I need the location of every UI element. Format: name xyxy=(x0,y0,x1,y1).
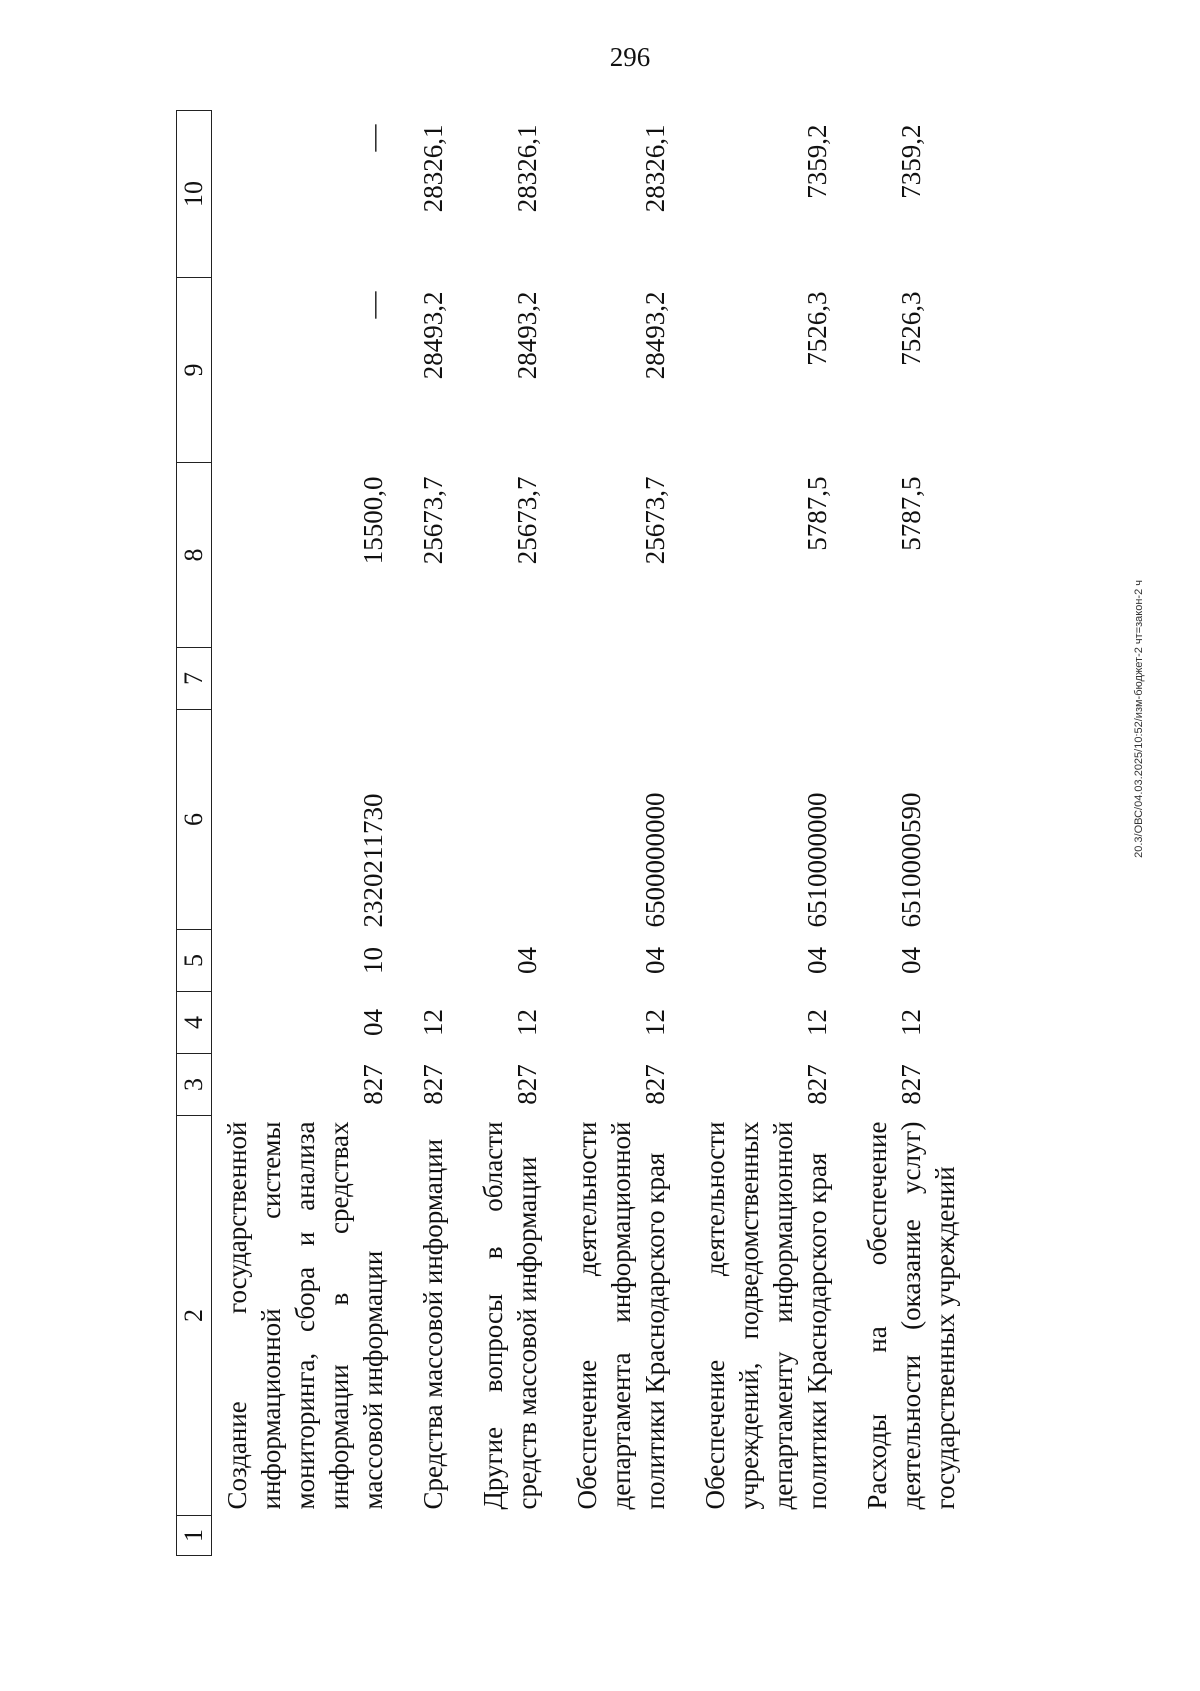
cell-description: Создание государственной информационной системы мониторинга, сбора и анализа информации в средствах массовой информации xyxy=(222,1121,388,1510)
cell-description: Расходы на обеспечение деятельности (оказание услуг) государственных учреждений xyxy=(862,1121,960,1510)
header-col-3: 3 xyxy=(177,1054,212,1116)
cell-col9: 28493,2 xyxy=(512,291,542,380)
cell-col6: 2320211730 xyxy=(358,793,388,928)
cell-col9: 28493,2 xyxy=(418,291,448,380)
header-col-7: 7 xyxy=(177,648,212,710)
cell-col3: 827 xyxy=(896,1064,926,1105)
cell-description: Обеспечение деятельности учреждений, подведомственных департаменту информационной политики Краснодарского края xyxy=(700,1121,832,1510)
cell-col3: 827 xyxy=(418,1064,448,1105)
cell-description: Другие вопросы в области средств массовой информации xyxy=(478,1121,542,1510)
cell-col4: 04 xyxy=(358,1009,388,1036)
cell-col5: 04 xyxy=(802,947,832,974)
cell-col10: 28326,1 xyxy=(512,124,542,213)
cell-col8: 25673,7 xyxy=(512,476,542,565)
cell-col6: 6510000000 xyxy=(802,792,832,928)
cell-col7 xyxy=(860,648,962,710)
rotated-table-container xyxy=(176,111,1006,1556)
table-row xyxy=(698,111,834,1556)
header-col-5: 5 xyxy=(177,930,212,992)
table-row xyxy=(570,111,672,1556)
cell-col4: 12 xyxy=(418,1009,448,1036)
cell-col4: 12 xyxy=(896,1009,926,1036)
cell-col6 xyxy=(416,710,450,930)
cell-col3: 827 xyxy=(640,1064,670,1105)
cell-col10: 7359,2 xyxy=(802,124,832,199)
cell-col4: 12 xyxy=(512,1009,542,1036)
cell-col1 xyxy=(860,1516,962,1556)
cell-col10: 7359,2 xyxy=(896,124,926,199)
cell-col7 xyxy=(212,648,391,710)
cell-col6 xyxy=(476,710,544,930)
cell-col5: 04 xyxy=(512,947,542,974)
header-col-10: 10 xyxy=(177,111,212,278)
row-spacer xyxy=(834,111,860,1556)
cell-col3: 827 xyxy=(512,1064,542,1105)
table-header-row xyxy=(177,111,212,1556)
cell-col1 xyxy=(416,1516,450,1556)
header-col-9: 9 xyxy=(177,278,212,463)
cell-col9: 7526,3 xyxy=(896,291,926,366)
cell-col5 xyxy=(416,930,450,992)
cell-description: Обеспечение деятельности департамента информационной политики Краснодарского края xyxy=(572,1121,670,1510)
header-col-6: 6 xyxy=(177,710,212,930)
cell-col9: — xyxy=(358,291,388,319)
table-row xyxy=(860,111,962,1556)
cell-col10: 28326,1 xyxy=(640,124,670,213)
cell-col5: 10 xyxy=(358,947,388,974)
header-col-1: 1 xyxy=(177,1516,212,1556)
cell-col3: 827 xyxy=(358,1064,388,1105)
cell-col10: 28326,1 xyxy=(418,124,448,213)
cell-col1 xyxy=(570,1516,672,1556)
table-row xyxy=(212,111,391,1556)
cell-col1 xyxy=(212,1516,391,1556)
cell-description: Средства массовой информации xyxy=(418,1138,448,1510)
row-spacer xyxy=(390,111,416,1556)
cell-col9: 7526,3 xyxy=(802,291,832,366)
header-col-2: 2 xyxy=(177,1116,212,1516)
header-col-4: 4 xyxy=(177,992,212,1054)
cell-col8: 5787,5 xyxy=(896,476,926,551)
cell-col4: 12 xyxy=(802,1009,832,1036)
cell-col7 xyxy=(698,648,834,710)
row-spacer xyxy=(544,111,570,1556)
cell-col5: 04 xyxy=(640,947,670,974)
cell-col8: 15500,0 xyxy=(358,476,388,565)
table-row xyxy=(476,111,544,1556)
header-col-8: 8 xyxy=(177,463,212,648)
cell-col5: 04 xyxy=(896,947,926,974)
cell-col1 xyxy=(476,1516,544,1556)
document-footer-note: 20.3/ОВС/04.03.2025/10:52/изм-бюджет-2 чт=закон-2 ч xyxy=(1133,580,1145,858)
table-row xyxy=(416,111,450,1556)
budget-table xyxy=(176,110,962,1556)
cell-col10: — xyxy=(358,124,388,152)
cell-col8: 5787,5 xyxy=(802,476,832,551)
cell-col1 xyxy=(698,1516,834,1556)
row-spacer xyxy=(450,111,476,1556)
row-spacer xyxy=(672,111,698,1556)
cell-col6: 6500000000 xyxy=(640,792,670,928)
cell-col7 xyxy=(570,648,672,710)
cell-col4: 12 xyxy=(640,1009,670,1036)
cell-col7 xyxy=(476,648,544,710)
page-number: 296 xyxy=(609,42,651,72)
cell-col8: 25673,7 xyxy=(640,476,670,565)
cell-col7 xyxy=(416,648,450,710)
cell-col9: 28493,2 xyxy=(640,291,670,380)
cell-col3: 827 xyxy=(802,1064,832,1105)
cell-col8: 25673,7 xyxy=(418,476,448,565)
cell-col6: 6510000590 xyxy=(896,792,926,928)
